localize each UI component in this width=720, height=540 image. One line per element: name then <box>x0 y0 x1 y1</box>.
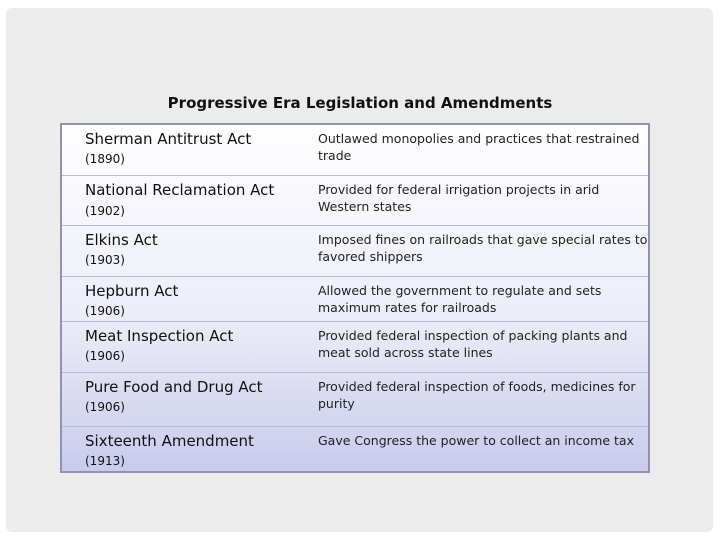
legislation-table <box>60 123 650 473</box>
act-description: Imposed fines on railroads that gave special rates to favored shippers <box>318 232 648 264</box>
act-year: (1913) <box>85 454 125 468</box>
act-name: Meat Inspection Act (1906) <box>85 326 305 366</box>
act-description: Provided federal inspection of packing plants and meat sold across state lines <box>318 328 628 360</box>
act-description: Allowed the government to regulate and sets maximum rates for railroads <box>318 283 602 315</box>
act-name: Sixteenth Amendment (1913) <box>85 431 305 471</box>
table-row <box>62 125 648 176</box>
act-name: Hepburn Act (1906) <box>85 281 305 321</box>
table-row <box>62 322 648 373</box>
table-row <box>62 277 648 322</box>
act-description: Provided federal inspection of foods, medicines for purity <box>318 379 636 411</box>
act-year: (1890) <box>85 152 125 166</box>
act-description: Provided for federal irrigation projects in arid Western states <box>318 182 600 214</box>
act-name: National Reclamation Act (1902) <box>85 181 275 218</box>
table-row <box>62 176 648 226</box>
table-row <box>62 427 648 471</box>
act-name: Elkins Act (1903) <box>85 230 305 270</box>
table-row <box>62 373 648 427</box>
table-row <box>62 226 648 277</box>
act-name: Sherman Antitrust Act (1890) <box>85 129 305 169</box>
slide-title: Progressive Era Legislation and Amendments <box>167 94 553 112</box>
act-name: Pure Food and Drug Act (1906) <box>85 377 305 417</box>
act-year: (1903) <box>85 253 125 267</box>
act-description: Outlawed monopolies and practices that restrained trade <box>318 131 640 163</box>
act-year: (1906) <box>85 400 125 414</box>
act-description: Gave Congress the power to collect an income tax <box>318 433 634 448</box>
act-year: (1906) <box>85 349 125 363</box>
act-year: (1906) <box>85 304 125 318</box>
act-year: (1902) <box>85 204 125 218</box>
